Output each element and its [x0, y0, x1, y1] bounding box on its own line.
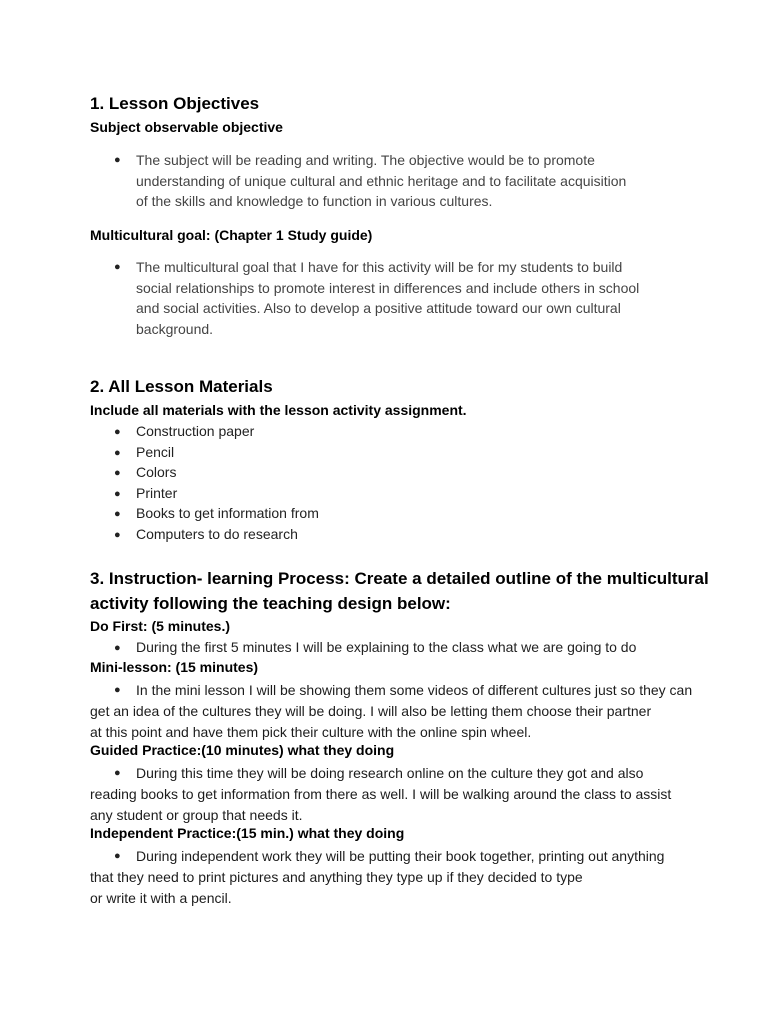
- text-line: and social activities. Also to develop a positive attitude toward our own cultural: [136, 300, 621, 316]
- multicultural-goal-heading: Multicultural goal: (Chapter 1 Study guide): [90, 227, 373, 243]
- section-3-title-line-2: activity following the teaching design below:: [90, 594, 451, 613]
- text-line: In the mini lesson I will be showing them some videos of different cultures just so they can: [136, 682, 693, 698]
- text-line: understanding of unique cultural and ethnic heritage and to facilitate acquisition: [136, 172, 627, 189]
- bullet-icon: ●: [114, 488, 121, 500]
- list-item: Computers to do research: [136, 526, 298, 542]
- mini-lesson-heading: Mini-lesson: (15 minutes): [90, 659, 259, 675]
- section-1-title: 1. Lesson Objectives: [90, 94, 260, 113]
- list-item: Printer: [136, 485, 178, 501]
- bullet-icon: ●: [114, 426, 121, 438]
- list-item: Books to get information from: [136, 505, 319, 521]
- mini-lesson-text: [90, 680, 692, 742]
- materials-subheading: Include all materials with the lesson activity assignment.: [90, 402, 467, 418]
- list-item: Colors: [136, 464, 177, 480]
- bullet-icon: ●: [114, 850, 121, 862]
- text-line: background.: [136, 320, 214, 337]
- text-line: The subject will be reading and writing. The objective would be to promote: [136, 152, 595, 168]
- multicultural-goal-text: [136, 257, 639, 339]
- bullet-icon: ●: [114, 767, 121, 779]
- bullet-icon: ●: [114, 684, 121, 696]
- text-line: social relationships to promote interest in differences and include others in school: [136, 279, 640, 296]
- bullet-icon: ●: [114, 261, 121, 273]
- text-line: at this point and have them pick their culture with the online spin wheel.: [90, 723, 532, 740]
- do-first-heading: Do First: (5 minutes.): [90, 618, 231, 634]
- list-item: Construction paper: [136, 423, 255, 439]
- independent-practice-heading: Independent Practice:(15 min.) what they doing: [90, 825, 405, 841]
- text-line: reading books to get information from there as well. I will be walking around the class to assist: [90, 785, 672, 802]
- text-line: or write it with a pencil.: [90, 889, 232, 906]
- list-item: Pencil: [136, 444, 175, 460]
- section-2-title: 2. All Lesson Materials: [90, 377, 273, 396]
- subject-objective-text: [136, 150, 626, 212]
- do-first-text: During the first 5 minutes I will be explaining to the class what we are going to do: [136, 639, 637, 655]
- bullet-icon: ●: [114, 154, 121, 166]
- section-3-title-line-1: 3. Instruction- learning Process: Create a detailed outline of the multicultural: [90, 569, 709, 588]
- independent-practice-text: [90, 846, 664, 908]
- guided-practice-heading: Guided Practice:(10 minutes) what they doing: [90, 742, 395, 758]
- bullet-icon: ●: [114, 529, 121, 541]
- bullet-icon: ●: [114, 508, 121, 520]
- text-line: get an idea of the cultures they will be doing. I will also be letting them choose their partner: [90, 702, 652, 719]
- subject-objective-heading: Subject observable objective: [90, 119, 283, 135]
- text-line: any student or group that needs it.: [90, 806, 303, 823]
- text-line: During independent work they will be putting their book together, printing out anything: [136, 848, 665, 864]
- bullet-icon: ●: [114, 447, 121, 459]
- guided-practice-text: [90, 763, 671, 825]
- bullet-icon: ●: [114, 467, 121, 479]
- text-line: During this time they will be doing research online on the culture they got and also: [136, 765, 644, 781]
- text-line: The multicultural goal that I have for this activity will be for my students to build: [136, 259, 623, 275]
- bullet-icon: ●: [114, 642, 121, 654]
- text-line: of the skills and knowledge to function in various cultures.: [136, 193, 493, 209]
- text-line: that they need to print pictures and anything they type up if they decided to type: [90, 868, 583, 885]
